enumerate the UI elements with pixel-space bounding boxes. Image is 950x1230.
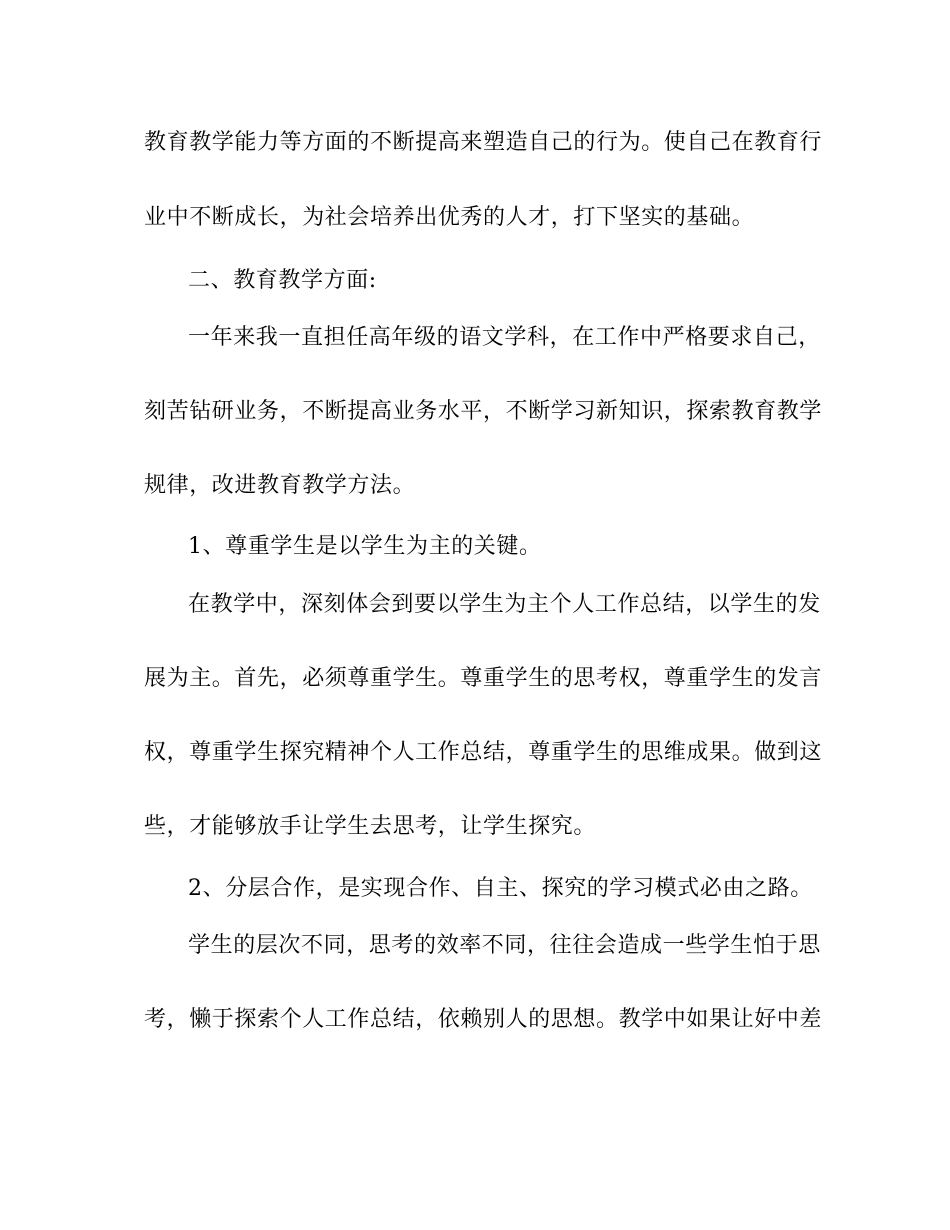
paragraph-line: 权，尊重学生探究精神个人工作总结，尊重学生的思维成果。做到这 (144, 740, 823, 765)
paragraph-line: 教育教学能力等方面的不断提高来塑造自己的行为。使自己在教育行 (144, 130, 823, 155)
paragraph-line: 学生的层次不同，思考的效率不同，往往会造成一些学生怕于思 (188, 933, 821, 958)
paragraph-line: 些，才能够放手让学生去思考，让学生探究。 (144, 814, 597, 839)
paragraph-line: 规律，改进教育教学方法。 (144, 473, 416, 498)
paragraph-line: 业中不断成长，为社会培养出优秀的人才，打下坚实的基础。 (144, 205, 755, 230)
paragraph-line: 刻苦钻研业务，不断提高业务水平，不断学习新知识，探索教育教学 (144, 399, 823, 424)
paragraph-line: 在教学中，深刻体会到要以学生为主个人工作总结，以学生的发 (188, 592, 821, 617)
subsection-heading: 2、分层合作，是实现合作、自主、探究的学习模式必由之路。 (188, 876, 813, 901)
section-heading: 二、教育教学方面: (188, 268, 377, 293)
paragraph-line: 考，懒于探索个人工作总结，依赖别人的思想。教学中如果让好中差 (144, 1007, 823, 1032)
paragraph-line: 展为主。首先，必须尊重学生。尊重学生的思考权，尊重学生的发言 (144, 666, 823, 691)
subsection-heading: 1、尊重学生是以学生为主的关键。 (188, 534, 542, 559)
paragraph-line: 一年来我一直担任高年级的语文学科，在工作中严格要求自己， (188, 325, 821, 350)
